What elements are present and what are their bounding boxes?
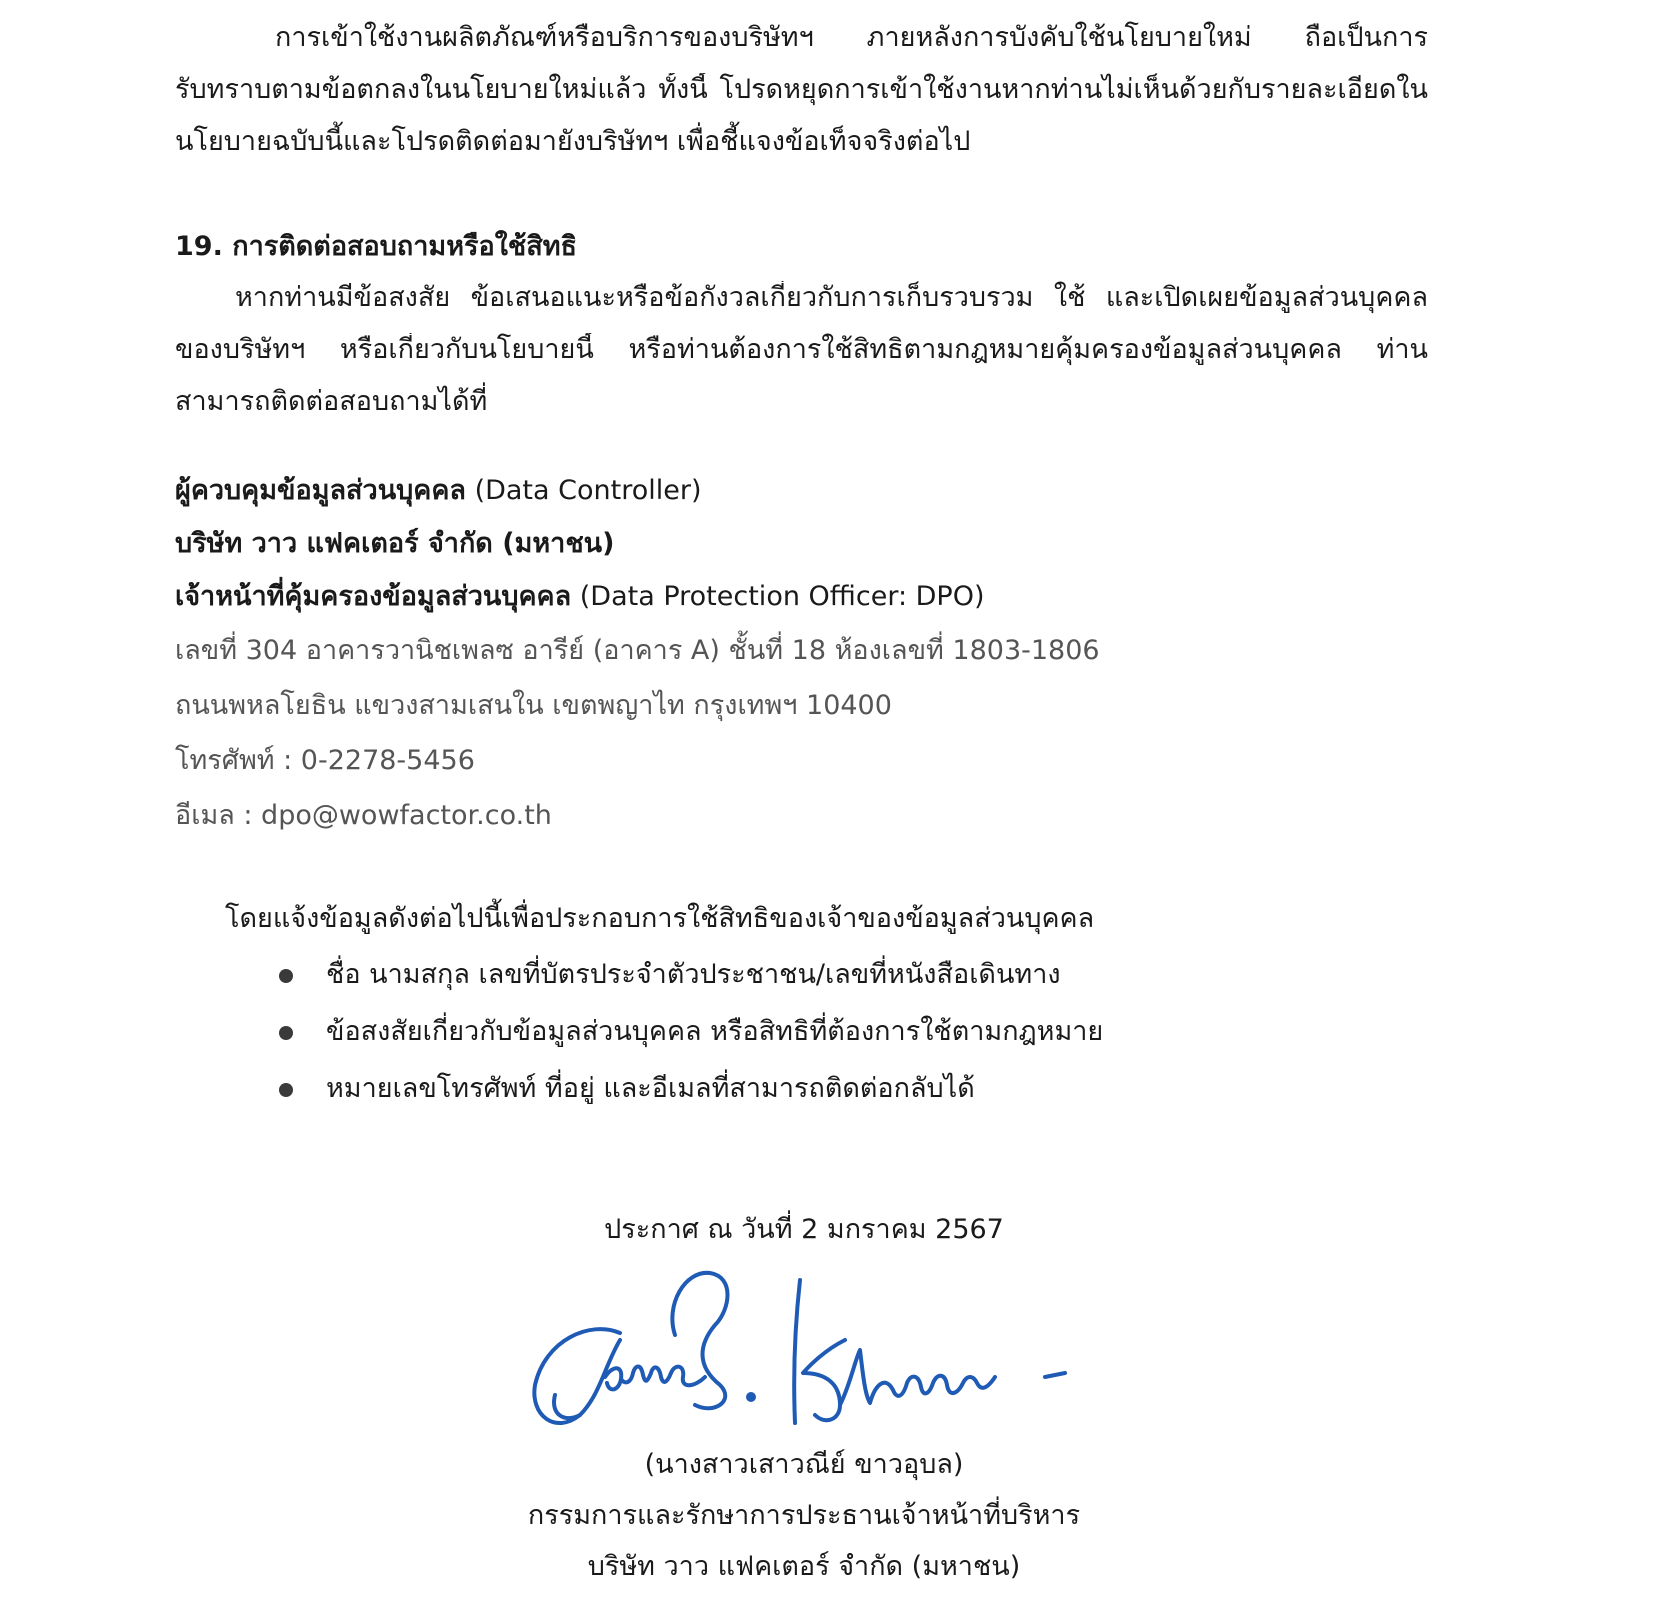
section-19-heading: 19. การติดต่อสอบถามหรือใช้สิทธิ <box>175 231 577 262</box>
dpo-label: เจ้าหน้าที่คุ้มครองข้อมูลส่วนบุคคล <box>175 581 572 612</box>
bullet-icon <box>279 969 293 983</box>
intro-line-2: รับทราบตามข้อตกลงในนโยบายใหม่แล้ว ทั้งนี้ โปรดหยุดการเข้าใช้งานหากท่านไม่เห็นด้วยกับรายละเอียดใน <box>175 74 1428 105</box>
requirements-intro: โดยแจ้งข้อมูลดังต่อไปนี้เพื่อประกอบการใช้สิทธิของเจ้าของข้อมูลส่วนบุคคล <box>225 903 1095 934</box>
company-name: บริษัท วาว แฟคเตอร์ จำกัด (มหาชน) <box>175 528 615 559</box>
requirement-item-3: หมายเลขโทรศัพท์ ที่อยู่ และอีเมลที่สามารถติดต่อกลับได้ <box>326 1073 975 1104</box>
signatory-position: กรรมการและรักษาการประธานเจ้าหน้าที่บริหาร <box>527 1500 1081 1531</box>
section-19-line-1: หากท่านมีข้อสงสัย ข้อเสนอแนะหรือข้อกังวลเกี่ยวกับการเก็บรวบรวม ใช้ และเปิดเผยข้อมูลส่วนบุคคล <box>235 282 1428 313</box>
announcement-date: ประกาศ ณ วันที่ 2 มกราคม 2567 <box>604 1214 1004 1245</box>
intro-line-3: นโยบายฉบับนี้และโปรดติดต่อมายังบริษัทฯ เพื่อชี้แจงข้อเท็จจริงต่อไป <box>175 126 971 157</box>
dpo-en: (Data Protection Officer: DPO) <box>579 581 985 612</box>
requirement-item-2: ข้อสงสัยเกี่ยวกับข้อมูลส่วนบุคคล หรือสิทธิที่ต้องการใช้ตามกฎหมาย <box>326 1016 1104 1047</box>
email-line: อีเมล : dpo@wowfactor.co.th <box>175 800 552 831</box>
bullet-icon <box>279 1083 293 1097</box>
address-line-2: ถนนพหลโยธิน แขวงสามเสนใน เขตพญาไท กรุงเทพฯ 10400 <box>175 690 892 721</box>
controller-label: ผู้ควบคุมข้อมูลส่วนบุคคล <box>175 475 466 506</box>
bullet-icon <box>279 1026 293 1040</box>
address-line-1: เลขที่ 304 อาคารวานิชเพลซ อารีย์ (อาคาร A) ชั้นที่ 18 ห้องเลขที่ 1803-1806 <box>175 635 1100 666</box>
signatory-company: บริษัท วาว แฟคเตอร์ จำกัด (มหาชน) <box>587 1551 1021 1582</box>
signatory-name: (นางสาวเสาวณีย์ ขาวอุบล) <box>644 1449 964 1480</box>
section-19-line-3: สามารถติดต่อสอบถามได้ที่ <box>175 386 488 417</box>
phone-line: โทรศัพท์ : 0-2278-5456 <box>175 745 475 776</box>
section-19-line-2: ของบริษัทฯ หรือเกี่ยวกับนโยบายนี้ หรือท่านต้องการใช้สิทธิตามกฎหมายคุ้มครองข้อมูลส่วนบุคคล ท่าน <box>175 334 1428 365</box>
controller-line <box>175 474 702 508</box>
signature-icon <box>525 1265 1125 1445</box>
requirement-item-1: ชื่อ นามสกุล เลขที่บัตรประจำตัวประชาชน/เลขที่หนังสือเดินทาง <box>326 959 1061 990</box>
dpo-line <box>175 580 985 614</box>
controller-en: (Data Controller) <box>474 475 702 506</box>
intro-line-1: การเข้าใช้งานผลิตภัณฑ์หรือบริการของบริษัทฯ ภายหลังการบังคับใช้นโยบายใหม่ ถือเป็นการ <box>275 22 1428 53</box>
